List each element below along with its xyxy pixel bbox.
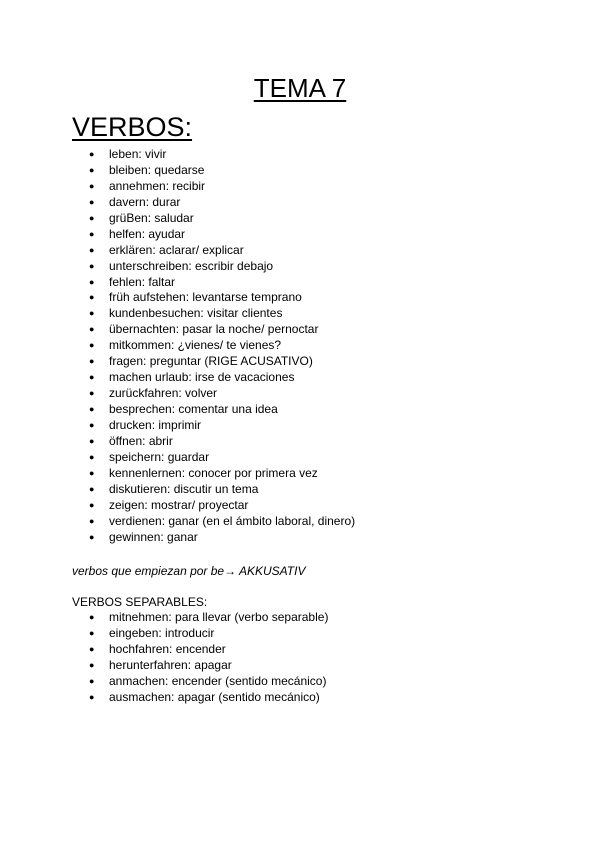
bullet-icon: ● [89,451,95,462]
list-item [72,610,328,626]
list-item [72,338,355,354]
list-item [72,306,355,322]
list-item [72,163,355,179]
list-item-text: übernachten: pasar la noche/ pernoctar [109,322,319,337]
bullet-icon: ● [89,244,95,255]
list-item-text: früh aufstehen: levantarse temprano [109,290,302,305]
list-item-text: zurückfahren: volver [109,386,218,401]
list-item-text: gewinnen: ganar [109,529,198,544]
list-item [72,259,355,275]
list-item [72,418,355,434]
list-item [72,370,355,386]
bullet-icon: ● [89,515,95,526]
list-item-text: erklären: aclarar/ explicar [109,242,244,257]
bullet-icon: ● [89,324,95,335]
be-verbs-note: verbos que empiezan por be→ AKKUSATIV [72,564,306,578]
list-item [72,690,328,706]
list-item [72,466,355,482]
list-item [72,402,355,418]
list-item-text: besprechen: comentar una idea [109,402,278,416]
list-item-text: verdienen: ganar (en el ámbito laboral, dinero) [109,513,356,528]
list-item-text: drucken: imprimir [109,417,202,432]
list-item [72,674,328,690]
list-item-text: machen urlaub: irse de vacaciones [109,370,295,385]
list-item-text: speichern: guardar [109,449,210,464]
bullet-icon: ● [89,404,95,414]
bullet-icon: ● [89,308,95,319]
list-item-text: fragen: preguntar (RIGE ACUSATIVO) [109,354,313,369]
bullet-icon: ● [89,643,95,654]
bullet-icon: ● [89,356,95,367]
list-item [72,530,355,546]
list-item-text: bleiben: quedarse [109,162,205,177]
bullet-icon: ● [89,388,95,399]
bullet-icon: ● [89,212,95,223]
list-item [72,243,355,259]
bullet-icon: ● [89,149,95,159]
list-item [72,322,355,338]
list-item-text: diskutieren: discutir un tema [109,481,259,496]
list-item-text: helfen: ayudar [109,226,186,241]
list-item [72,642,328,658]
bullet-icon: ● [89,531,95,542]
bullet-icon: ● [89,659,95,670]
bullet-icon: ● [89,675,95,686]
verbs-heading: VERBOS: [72,112,193,142]
separable-verbs-list [72,610,328,706]
list-item-text: anmachen: encender (sentido mecánico) [109,673,327,688]
list-item-text: ausmachen: apagar (sentido mecánico) [109,689,320,704]
bullet-icon: ● [89,419,95,430]
list-item [72,195,355,211]
bullet-icon: ● [89,164,95,175]
list-item [72,211,355,227]
list-item [72,275,355,291]
bullet-icon: ● [89,627,95,638]
list-item-text: davern: durar [109,194,181,209]
bullet-icon: ● [89,483,95,494]
list-item-text: grüBen: saludar [109,210,194,225]
bullet-icon: ● [89,691,95,702]
list-item-text: herunterfahren: apagar [109,657,232,672]
list-item [72,354,355,370]
list-item [72,658,328,674]
list-item-text: leben: vivir [109,147,167,161]
list-item [72,227,355,243]
bullet-icon: ● [89,292,95,303]
list-item-text: öffnen: abrir [109,433,173,448]
list-item [72,434,355,450]
bullet-icon: ● [89,180,95,191]
page-title: TEMA 7 [253,73,347,103]
bullet-icon: ● [89,340,95,351]
separable-verbs-heading: VERBOS SEPARABLES: [72,595,208,609]
bullet-icon: ● [89,260,95,271]
verbs-list [72,147,355,545]
list-item-text: annehmen: recibir [109,178,206,193]
bullet-icon: ● [89,499,95,510]
bullet-icon: ● [89,196,95,207]
list-item [72,514,355,530]
list-item-text: mitnehmen: para llevar (verbo separable) [109,610,329,624]
bullet-icon: ● [89,228,95,239]
list-item [72,147,355,163]
list-item-text: kennenlernen: conocer por primera vez [109,465,318,480]
bullet-icon: ● [89,612,95,622]
bullet-icon: ● [89,276,95,287]
list-item [72,450,355,466]
list-item-text: zeigen: mostrar/ proyectar [109,497,249,512]
list-item-text: unterschreiben: escribir debajo [109,258,274,273]
list-item [72,626,328,642]
list-item [72,498,355,514]
list-item [72,179,355,195]
list-item-text: eingeben: introducir [109,625,215,640]
list-item-text: hochfahren: encender [109,641,226,656]
list-item-text: kundenbesuchen: visitar clientes [109,306,283,321]
list-item [72,386,355,402]
list-item [72,290,355,306]
list-item-text: mitkommen: ¿vienes/ te vienes? [109,338,282,353]
bullet-icon: ● [89,467,95,478]
bullet-icon: ● [89,435,95,446]
bullet-icon: ● [89,372,95,383]
list-item [72,482,355,498]
list-item-text: fehlen: faltar [109,274,176,289]
